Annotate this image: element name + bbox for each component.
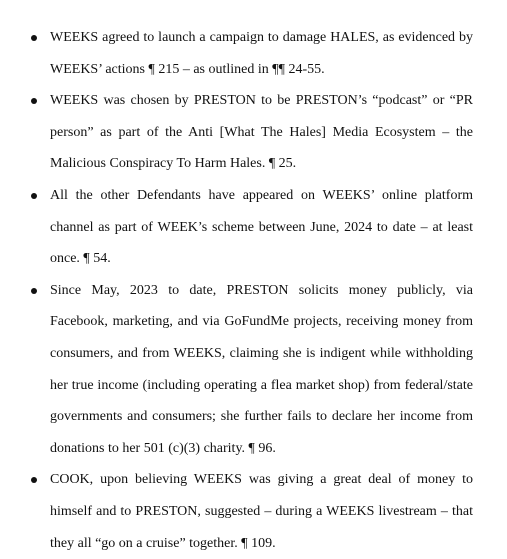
- list-item-text: Since May, 2023 to date, PRESTON solicits money publicly, via Facebook, marketing, and via GoFundMe projects, receiving money from consumers, and from WEEKS, claiming she is indigent while withholding her true income (including operating a flea market shop) from federal/state governments and consumers; she further fails to declare her income from donations to her 501 (c)(3) charity. ¶ 96.: [50, 282, 473, 456]
- bullet-icon: [31, 98, 37, 104]
- list-item-text: WEEKS agreed to launch a campaign to damage HALES, as evidenced by WEEKS’ actions ¶ 215 – as outlined in ¶¶ 24-55.: [50, 30, 473, 77]
- bullet-icon: [31, 193, 37, 199]
- list-item-text: All the other Defendants have appeared on WEEKS’ online platform channel as part of WEEK’s scheme between June, 2024 to date – at least once. ¶ 54.: [50, 187, 473, 267]
- bullet-icon: [31, 288, 37, 294]
- allegation-list: [0, 22, 507, 559]
- bullet-icon: [31, 35, 37, 41]
- list-item-text: COOK, upon believing WEEKS was giving a great deal of money to himself and to PRESTON, suggested – during a WEEKS livestream – that they all “go on a cruise” together. ¶ 109.: [50, 472, 473, 551]
- bullet-icon: [31, 477, 37, 483]
- list-item: [0, 180, 507, 275]
- list-item: [0, 22, 507, 85]
- list-item: [0, 85, 507, 180]
- list-item: [0, 464, 507, 559]
- list-item-text: WEEKS was chosen by PRESTON to be PRESTON’s “podcast” or “PR person” as part of the Anti [What The Hales] Media Ecosystem – the Malicious Conspiracy To Harm Hales. ¶ 25.: [50, 93, 473, 172]
- list-item: [0, 275, 507, 465]
